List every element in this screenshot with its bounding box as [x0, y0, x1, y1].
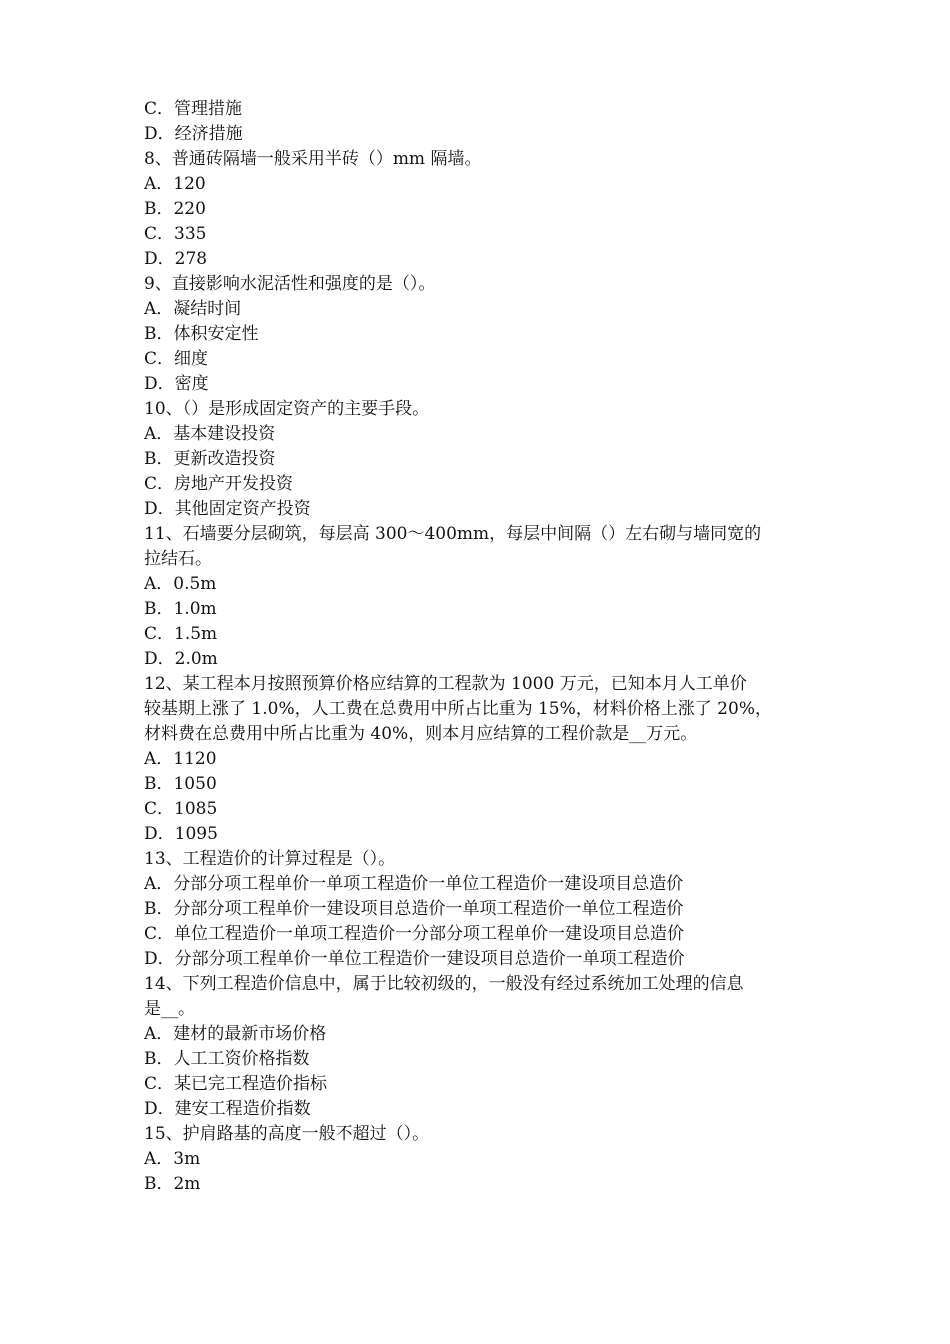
- answer-option-line: B．更新改造投资: [144, 449, 276, 469]
- answer-option-line: B．2m: [144, 1174, 201, 1194]
- answer-option-line: C．335: [144, 224, 207, 244]
- answer-option-line: B．分部分项工程单价一建设项目总造价一单项工程造价一单位工程造价: [144, 899, 684, 919]
- answer-option-line: A．基本建设投资: [144, 424, 276, 444]
- question-text-line: 拉结石。: [144, 549, 212, 569]
- answer-option-line: A．0.5m: [144, 574, 217, 594]
- answer-option-line: C．某已完工程造价指标: [144, 1074, 328, 1094]
- answer-option-line: A．120: [144, 174, 206, 194]
- answer-option-line: B．1050: [144, 774, 217, 794]
- answer-option-line: A．分部分项工程单价一单项工程造价一单位工程造价一建设项目总造价: [144, 874, 684, 894]
- question-text-line: 12、某工程本月按照预算价格应结算的工程款为 1000 万元，已知本月人工单价: [144, 674, 747, 694]
- question-text-line: 15、护肩路基的高度一般不超过（）。: [144, 1124, 430, 1144]
- answer-option-line: D．分部分项工程单价一单位工程造价一建设项目总造价一单项工程造价: [144, 949, 685, 969]
- answer-option-line: C．细度: [144, 349, 209, 369]
- question-text-line: 是__。: [144, 999, 195, 1019]
- answer-option-line: C．单位工程造价一单项工程造价一分部分项工程单价一建设项目总造价: [144, 924, 685, 944]
- answer-option-line: B．体积安定性: [144, 324, 259, 344]
- answer-option-line: A．建材的最新市场价格: [144, 1024, 327, 1044]
- answer-option-line: D．其他固定资产投资: [144, 499, 311, 519]
- answer-option-line: D．278: [144, 249, 208, 269]
- question-text-line: 13、工程造价的计算过程是（）。: [144, 849, 396, 869]
- answer-option-line: C．管理措施: [144, 99, 243, 119]
- question-text-line: 10、（）是形成固定资产的主要手段。: [144, 399, 430, 419]
- answer-option-line: C．1.5m: [144, 624, 218, 644]
- answer-option-line: C．房地产开发投资: [144, 474, 294, 494]
- answer-option-line: A．凝结时间: [144, 299, 242, 319]
- question-text-line: 14、下列工程造价信息中，属于比较初级的，一般没有经过系统加工处理的信息: [144, 974, 744, 994]
- document-page: [144, 97, 814, 1197]
- answer-option-line: D．经济措施: [144, 124, 243, 144]
- question-text-line: 11、石墙要分层砌筑，每层高 300～400mm，每层中间隔（）左右砌与墙同宽的: [144, 524, 762, 544]
- question-text-line: 8、普通砖隔墙一般采用半砖（）mm 隔墙。: [144, 149, 482, 169]
- question-text-line: 9、直接影响水泥活性和强度的是（）。: [144, 274, 436, 294]
- question-text-line: 材料费在总费用中所占比重为 40%，则本月应结算的工程价款是__万元。: [144, 724, 698, 744]
- question-text-line: 较基期上涨了 1.0%，人工费在总费用中所占比重为 15%，材料价格上涨了 20%，: [144, 699, 772, 719]
- answer-option-line: D．2.0m: [144, 649, 218, 669]
- answer-option-line: C．1085: [144, 799, 218, 819]
- answer-option-line: D．密度: [144, 374, 209, 394]
- answer-option-line: D．建安工程造价指数: [144, 1099, 311, 1119]
- answer-option-line: B．1.0m: [144, 599, 217, 619]
- answer-option-line: B．人工工资价格指数: [144, 1049, 310, 1069]
- answer-option-line: A．1120: [144, 749, 217, 769]
- answer-option-line: B．220: [144, 199, 206, 219]
- answer-option-line: D．1095: [144, 824, 218, 844]
- answer-option-line: A．3m: [144, 1149, 201, 1169]
